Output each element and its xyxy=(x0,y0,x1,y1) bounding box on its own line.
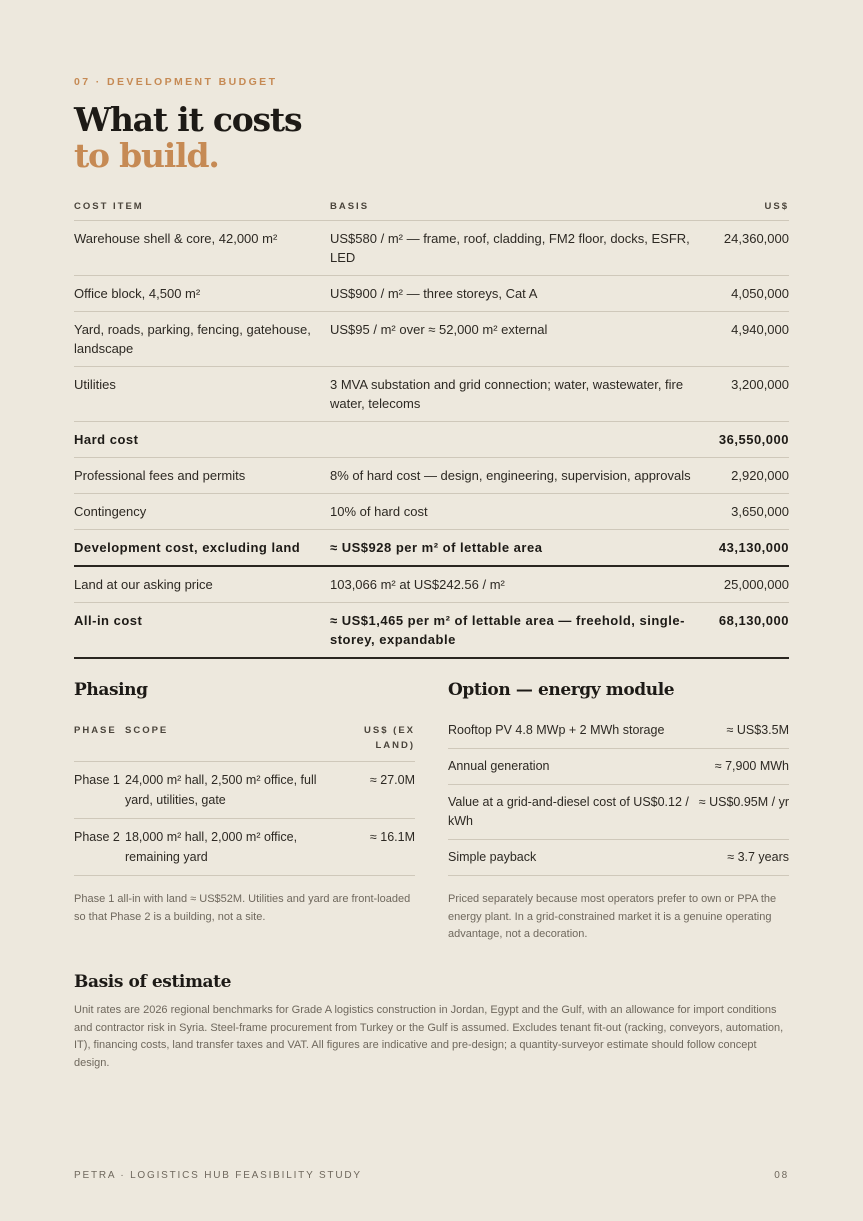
cost-value: 3,200,000 xyxy=(710,367,789,422)
phasing-table-header xyxy=(74,717,415,762)
cost-basis: 3 MVA substation and grid connection; water, wastewater, fire water, telecoms xyxy=(330,367,710,422)
energy-note: Priced separately because most operators prefer to own or PPA the energy plant. In a grid-constrained market it is a genuine operating advantage, not a decoration. xyxy=(448,893,777,940)
column-header-usd-ex-land: US$ (EX LAND) xyxy=(347,717,415,762)
column-header-usd: US$ xyxy=(710,192,789,221)
total-row-all-in-cost xyxy=(74,603,789,659)
cost-basis: 8% of hard cost — design, engineering, supervision, approvals xyxy=(330,458,710,494)
table-row xyxy=(448,840,789,876)
title-line-2: to build. xyxy=(74,136,219,175)
phase-scope: 18,000 m² hall, 2,000 m² office, remaining yard xyxy=(125,819,347,876)
energy-value: ≈ 7,900 MWh xyxy=(698,749,789,785)
table-row xyxy=(448,749,789,785)
cost-value: 43,130,000 xyxy=(710,530,789,567)
column-header-cost-item: COST ITEM xyxy=(74,192,330,221)
cost-basis: 10% of hard cost xyxy=(330,494,710,530)
cost-basis: ≈ US$928 per m² of lettable area xyxy=(330,530,710,567)
table-row xyxy=(74,367,789,422)
column-header-phase: PHASE xyxy=(74,717,125,762)
cost-table xyxy=(74,192,789,659)
energy-value: ≈ 3.7 years xyxy=(698,840,789,876)
energy-label: Value at a grid-and-diesel cost of US$0.12 / kWh xyxy=(448,785,698,840)
cost-value: 25,000,000 xyxy=(710,566,789,603)
table-row xyxy=(74,276,789,312)
page-title xyxy=(74,102,301,174)
column-header-basis: BASIS xyxy=(330,192,710,221)
cost-basis: 103,066 m² at US$242.56 / m² xyxy=(330,566,710,603)
table-row xyxy=(74,566,789,603)
footer-document-title: PETRA · LOGISTICS HUB FEASIBILITY STUDY xyxy=(74,1170,362,1181)
cost-value: 4,050,000 xyxy=(710,276,789,312)
cost-item: Development cost, excluding land xyxy=(74,530,330,567)
phase-label: Phase 2 xyxy=(74,819,125,876)
cost-item: Utilities xyxy=(74,367,330,422)
phasing-section xyxy=(74,680,415,926)
basis-of-estimate-section xyxy=(74,972,789,1072)
cost-basis: US$580 / m² — frame, roof, cladding, FM2 floor, docks, ESFR, LED xyxy=(330,221,710,276)
basis-title: Basis of estimate xyxy=(74,972,232,992)
table-row xyxy=(74,458,789,494)
table-row xyxy=(448,785,789,840)
energy-module-title: Option — energy module xyxy=(448,680,675,700)
cost-item: Contingency xyxy=(74,494,330,530)
phase-value: ≈ 27.0M xyxy=(347,762,415,819)
cost-basis: US$95 / m² over ≈ 52,000 m² external xyxy=(330,312,710,367)
cost-item: Professional fees and permits xyxy=(74,458,330,494)
title-line-1: What it costs xyxy=(74,100,302,139)
cost-basis: US$900 / m² — three storeys, Cat A xyxy=(330,276,710,312)
cost-value: 2,920,000 xyxy=(710,458,789,494)
energy-label: Simple payback xyxy=(448,840,698,876)
phasing-table xyxy=(74,717,415,876)
phase-label: Phase 1 xyxy=(74,762,125,819)
table-row xyxy=(74,312,789,367)
phasing-title: Phasing xyxy=(74,680,148,700)
cost-item: Yard, roads, parking, fencing, gatehouse, landscape xyxy=(74,312,330,367)
cost-item: Warehouse shell & core, 42,000 m² xyxy=(74,221,330,276)
column-header-scope: SCOPE xyxy=(125,717,347,762)
phase-scope: 24,000 m² hall, 2,500 m² office, full yard, utilities, gate xyxy=(125,762,347,819)
cost-basis: ≈ US$1,465 per m² of lettable area — freehold, single-storey, expandable xyxy=(330,603,710,659)
phasing-note: Phase 1 all-in with land ≈ US$52M. Utilities and yard are front-loaded so that Phase 2 is a building, not a site. xyxy=(74,893,411,923)
cost-table-header xyxy=(74,192,789,221)
subtotal-row-development-cost xyxy=(74,530,789,567)
table-row xyxy=(74,494,789,530)
cost-value: 24,360,000 xyxy=(710,221,789,276)
section-eyebrow: 07 · DEVELOPMENT BUDGET xyxy=(74,76,278,88)
table-row xyxy=(74,762,415,819)
cost-value: 36,550,000 xyxy=(710,422,789,458)
cost-value: 68,130,000 xyxy=(710,603,789,659)
energy-label: Rooftop PV 4.8 MWp + 2 MWh storage xyxy=(448,713,698,749)
cost-item: All-in cost xyxy=(74,603,330,659)
table-row xyxy=(74,221,789,276)
cost-value: 4,940,000 xyxy=(710,312,789,367)
table-row xyxy=(74,819,415,876)
energy-module-section xyxy=(448,680,789,944)
cost-basis xyxy=(330,422,710,458)
cost-item: Hard cost xyxy=(74,422,330,458)
energy-module-table xyxy=(448,713,789,876)
footer-page-number: 08 xyxy=(774,1170,789,1181)
phase-value: ≈ 16.1M xyxy=(347,819,415,876)
energy-value: ≈ US$0.95M / yr xyxy=(698,785,789,840)
energy-value: ≈ US$3.5M xyxy=(698,713,789,749)
cost-item: Office block, 4,500 m² xyxy=(74,276,330,312)
energy-label: Annual generation xyxy=(448,749,698,785)
cost-value: 3,650,000 xyxy=(710,494,789,530)
cost-item: Land at our asking price xyxy=(74,566,330,603)
table-row xyxy=(448,713,789,749)
basis-text: Unit rates are 2026 regional benchmarks for Grade A logistics construction in Jordan, Egypt and the Gulf, with an allowance for import conditions and contractor risk in Syria. Steel-frame procurement from Turkey or the Gulf is assumed. Excludes tenant fit-out (racking, conveyors, automation, IT), financing costs, land transfer taxes and VAT. All figures are indicative and pre-design; a quantity-surveyor estimate should follow concept design. xyxy=(74,1004,784,1069)
subtotal-row-hard-cost xyxy=(74,422,789,458)
